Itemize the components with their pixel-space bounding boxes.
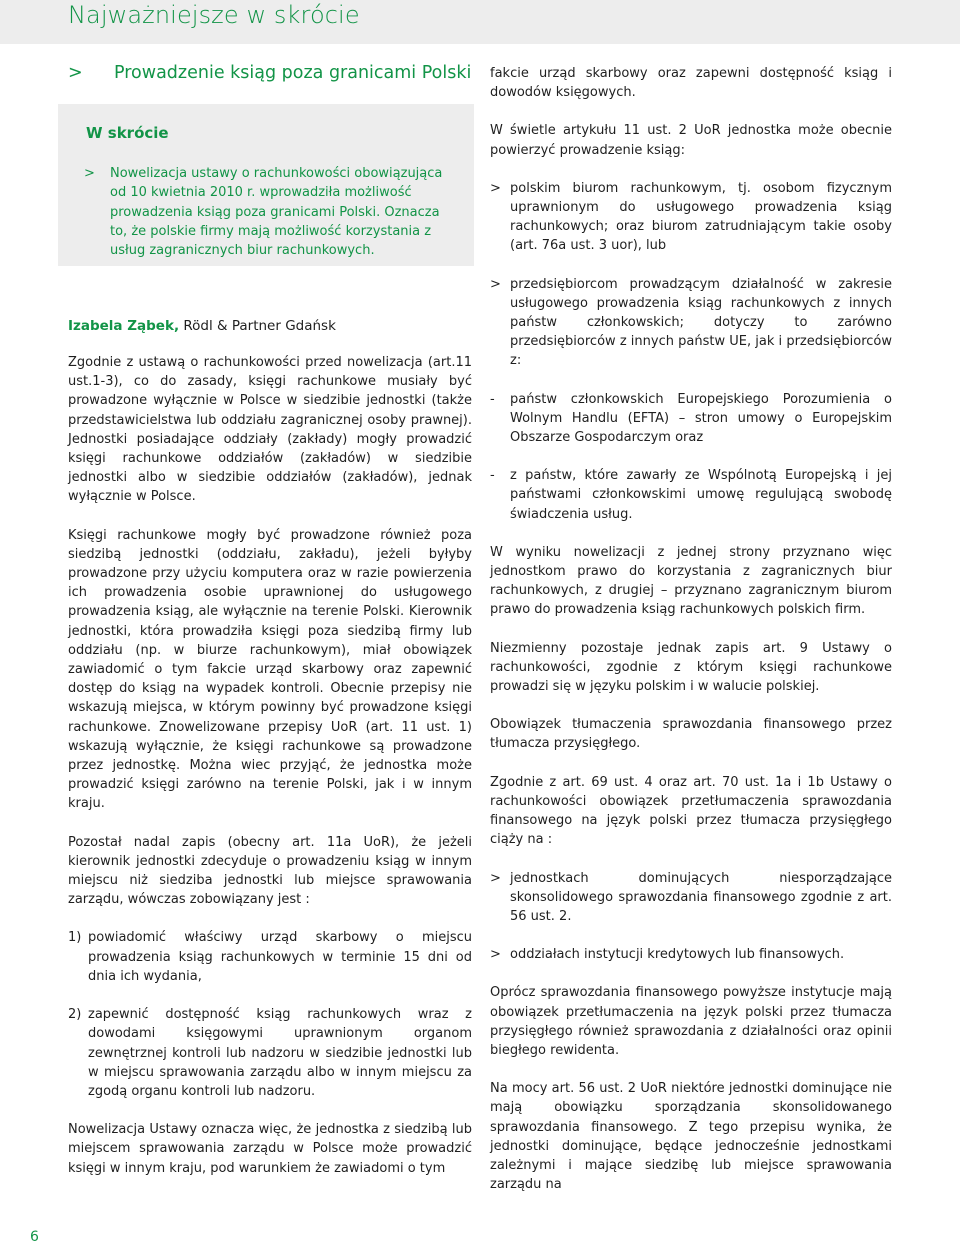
right-paragraph-8: Na mocy art. 56 ust. 2 UoR niektóre jednostki dominujące nie mają obowiązku sporządzania skonsolidowanego sprawozdania finansowego. Z tego przepisu wynika, że jednostki dominujące, będące jednocześnie jednostkami zależnymi i mające siedzibę lub miejsce sprawowania zarządu na <box>490 1081 892 1193</box>
dash-item-2 <box>490 466 892 524</box>
header-bar <box>0 0 960 44</box>
dash-item-1 <box>490 390 892 448</box>
numbered-item-text: zapewnić dostępność ksiąg rachunkowych wraz z dowodami księgowymi uprawnionym organom zewnętrznej kontroli lub nadzoru w siedzibie jednostki lub w miejscu sprawowania zarządu albo w innym miejscu za zgodą organu kontroli lub nadzoru. <box>88 1007 472 1099</box>
right-paragraph-3: W wyniku nowelizacji z jednej strony przyznano więc jednostkom prawo do korzystania z zagranicznych biur rachunkowych, z drugiej – przyznano zagranicznym biurom prawo do prowadzenia ksiąg rachunkowych polskich firm. <box>490 544 892 618</box>
numbered-item-marker: 1) <box>68 930 82 946</box>
numbered-item-text: powiadomić właściwy urząd skarbowy o miejscu prowadzenia ksiąg rachunkowych w terminie 15 dni od dnia ich wydania, <box>88 930 472 984</box>
author-name: Izabela Ząbek, <box>68 318 180 334</box>
bullet-text: polskim biurom rachunkowym, tj. osobom fizycznym uprawnionym do usługowego prowadzenia ksiąg rachunkowych; oraz biurom zatrudniającym takie osoby (art. 76a ust. 3 uor), lub <box>510 180 892 254</box>
right-paragraph-2: W świetle artykułu 11 ust. 2 UoR jednostka może obecnie powierzyć prowadzenie ksiąg: <box>490 123 892 158</box>
left-paragraph-2: Księgi rachunkowe mogły być prowadzone również poza siedzibą jednostki (oddziału, zakładu), jeżeli byłyby prowadzone przy użyciu komputera oraz w razie powierzenia ich prowadzenia osobie uprawnionej do usługowego prowadzenia ksiąg, ale wyłącznie na terenie Polski. Kierownik jednostki, która prowadziła księgi poza siedzibą firmy lub oddziału (np. w biurze rachunkowym), miał obowiązek zawiadomić o tym fakcie urząd skarbowy oraz zapewnić dostęp do ksiąg na wypadek kontroli. Obecnie przepisy nie wskazują miejsca, w którym powinny być prowadzone księgi rachunkowe. Znowelizowane przepisy UoR (art. 11 ust. 1) wskazują wyłącznie, że księgi rachunkowe są prowadzone przez jednostkę. Można wiec przyjąć, że jednostka może prowadzić księgi zarówno na terenie Polski, jak i w innym kraju. <box>68 527 472 812</box>
bullet-marker: > <box>490 180 501 196</box>
summary-bullet-text: Nowelizacja ustawy o rachunkowości obowiązująca od 10 kwietnia 2010 r. wprowadziła możliwość prowadzenia ksiąg poza granicami Polski. Oznacza to, że polskie firmy mają możliwość korzystania z usług zagranicznych biur rachunkowych. <box>110 166 443 259</box>
right-column <box>490 64 892 1213</box>
left-paragraph-3: Pozostał nadal zapis (obecny art. 11a UoR), że jeżeli kierownik jednostki zdecyduje o prowadzeniu ksiąg w innym miejscu niż siedziba jednostki lub miejsce sprawowania zarządu, wówczas zobowiązany jest : <box>68 834 472 908</box>
section-heading-text: Prowadzenie ksiąg poza granicami Polski <box>114 63 472 83</box>
summary-bullet-marker: > <box>84 166 95 181</box>
author-affiliation: Rödl & Partner Gdańsk <box>183 318 336 334</box>
bullet-text: przedsiębiorcom prowadzącym działalność w zakresie usługowego prowadzenia ksiąg rachunkowych z innych państw członkowskich; dotyczy to zarówno przedsiębiorców z innych państw UE, jak i przedsiębiorców z: <box>510 276 892 369</box>
left-paragraph-4: Nowelizacja Ustawy oznacza więc, że jednostka z siedzibą lub miejscem sprawowania zarządu w Polsce może prowadzić księgi w innym kraju, pod warunkiem że zawiadomi o tym <box>68 1122 472 1176</box>
dash-marker: - <box>490 391 495 407</box>
page-title: Najważniejsze w skrócie <box>68 1 360 29</box>
summary-bullet <box>84 164 456 260</box>
right-paragraph-7: Oprócz sprawozdania finansowego powyższe instytucje mają obowiązek przetłumaczenia na język polski przez tłumacza przysięgłego również sprawozdania z działalności oraz opinii biegłego rewidenta. <box>490 985 892 1058</box>
left-paragraph-1: Zgodnie z ustawą o rachunkowości przed nowelizacja (art.11 ust.1-3), co do zasady, księgi rachunkowe musiały być prowadzone wyłącznie w Polsce w siedzibie jednostki (także przedstawicielstwa lub oddziału zagranicznej osoby prawnej). Jednostki posiadające oddziały (zakłady) mogły prowadzić księgi rachunkowe oddziałów (zakładów) w siedzibie jednostki albo w siedzibie oddziałów (zakładów), jednak wyłącznie w Polsce. <box>68 355 472 505</box>
page-number: 6 <box>30 1229 39 1245</box>
dash-text: z państw, które zawarły ze Wspólnotą Europejską i jej państwami członkowskimi umowę regulującą swobodę świadczenia usług. <box>510 468 892 522</box>
bullet-item-3 <box>490 869 892 927</box>
dash-marker: - <box>490 468 495 484</box>
bullet-marker: > <box>490 947 501 963</box>
right-paragraph-5: Obowiązek tłumaczenia sprawozdania finansowego przez tłumacza przysięgłego. <box>490 717 892 752</box>
section-heading <box>68 63 488 83</box>
numbered-item-2 <box>68 1005 472 1101</box>
numbered-item-marker: 2) <box>68 1007 82 1023</box>
bullet-marker: > <box>490 870 501 886</box>
bullet-item-4 <box>490 945 892 964</box>
bullet-text: jednostkach dominujących niesporządzające skonsolidowego sprawozdania finansowego zgodnie z art. 56 ust. 2. <box>510 870 892 924</box>
bullet-text: oddziałach instytucji kredytowych lub finansowych. <box>510 947 845 963</box>
left-column <box>68 353 472 1197</box>
numbered-item-1 <box>68 928 472 986</box>
bullet-marker: > <box>490 276 501 292</box>
right-paragraph-4: Niezmienny pozostaje jednak zapis art. 9 Ustawy o rachunkowości, zgodnie z którym księgi rachunkowe prowadzi się w języku polskim i w walucie polskiej. <box>490 640 892 695</box>
right-paragraph-6: Zgodnie z art. 69 ust. 4 oraz art. 70 ust. 1a i 1b Ustawy o rachunkowości obowiązek przetłumaczenia sprawozdania finansowego na język polski przez tłumacza przysięgłego ciąży na : <box>490 774 892 848</box>
bullet-item-2 <box>490 275 892 371</box>
summary-title: W skrócie <box>86 124 169 142</box>
bullet-item-1 <box>490 179 892 256</box>
dash-text: państw członkowskich Europejskiego Porozumienia o Wolnym Handlu (EFTA) – stron umowy o Europejskim Obszarze Gospodarczym oraz <box>510 391 892 446</box>
right-paragraph-1: fakcie urząd skarbowy oraz zapewni dostępność ksiąg i dowodów księgowych. <box>490 66 892 101</box>
author-line <box>68 318 336 334</box>
section-arrow-marker: > <box>68 63 83 83</box>
